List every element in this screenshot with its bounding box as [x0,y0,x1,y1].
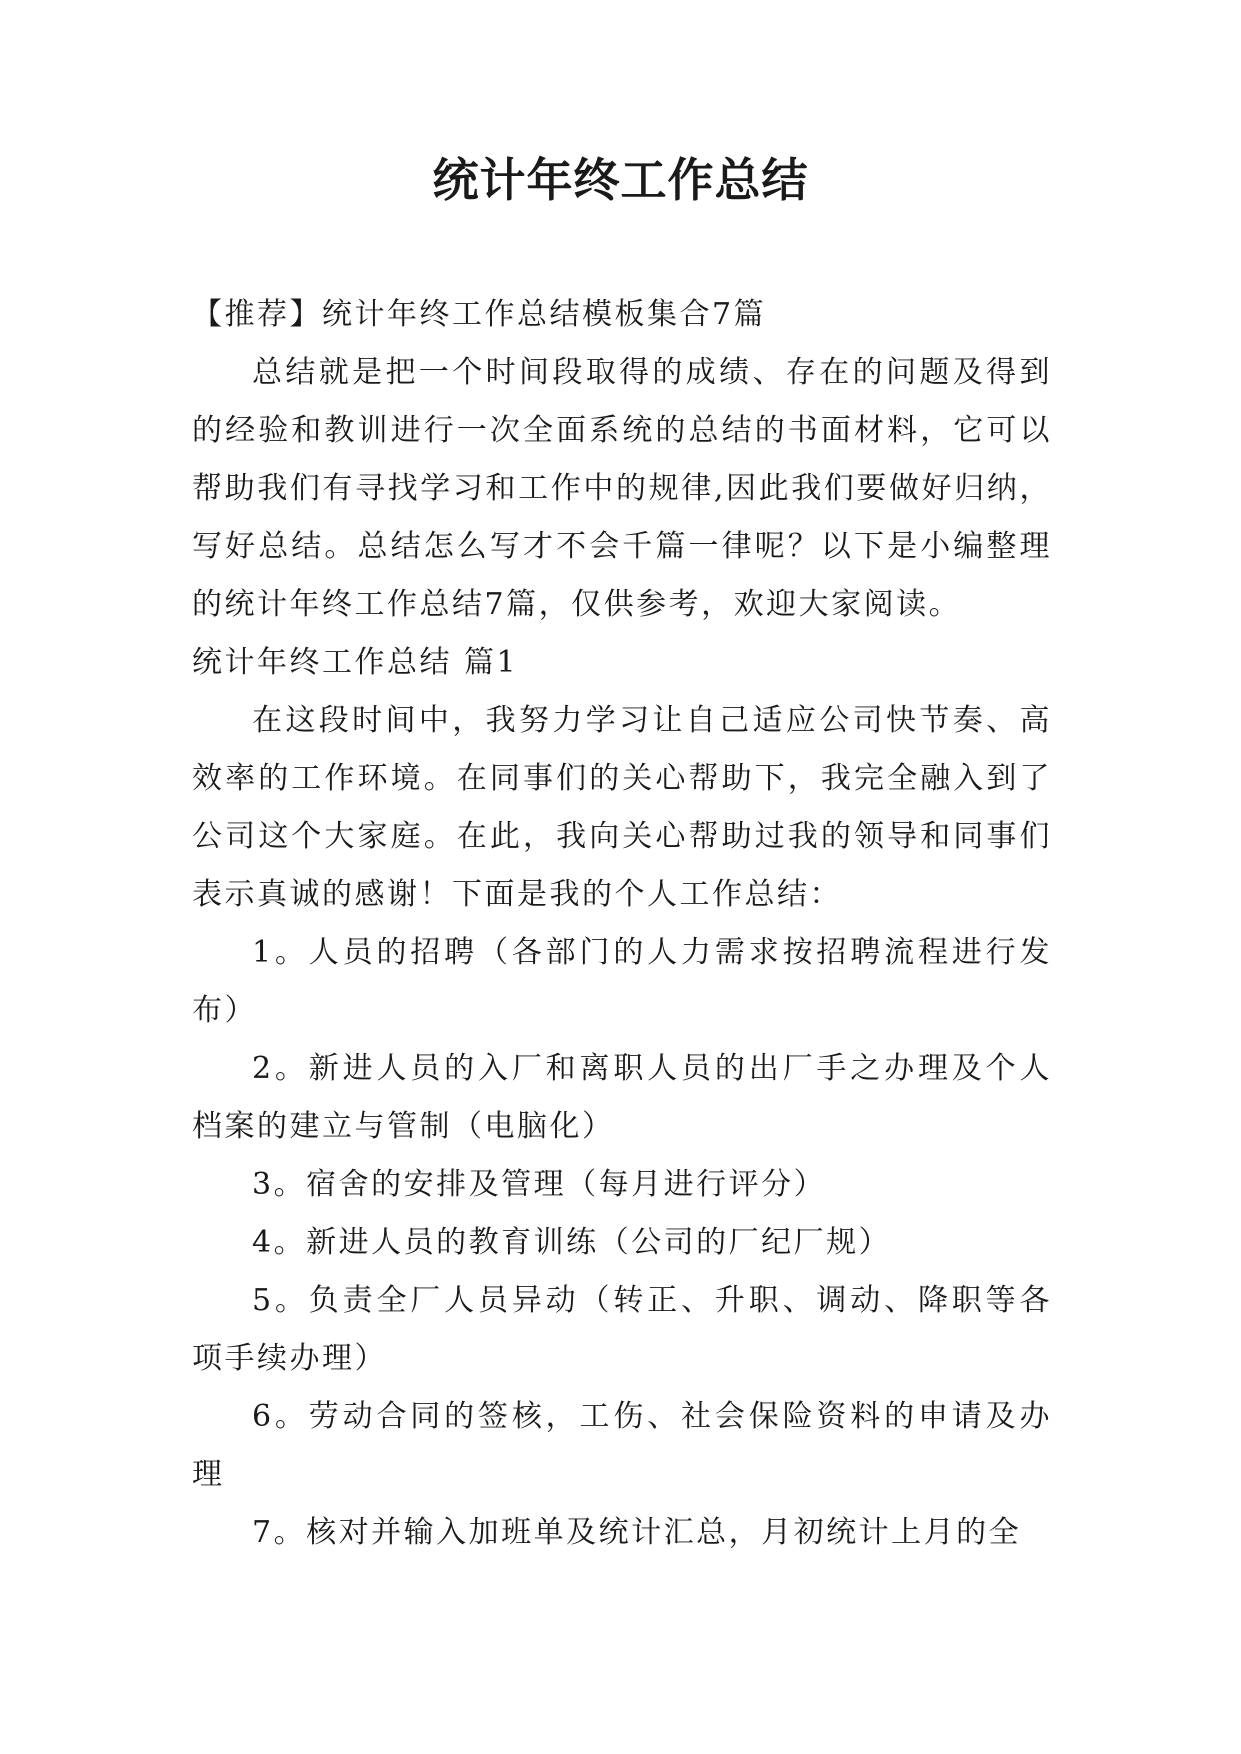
list-item: 4。新进人员的教育训练（公司的厂纪厂规） [252,1225,892,1260]
document-title: 统计年终工作总结 [432,153,809,207]
list-item: 5。负责全厂人员异动（转正、升职、调动、降职等各项手续办理） [192,1283,1052,1376]
list-item: 1。人员的招聘（各部门的人力需求按招聘流程进行发布） [192,935,1052,1028]
list-item: 7。核对并输入加班单及统计汇总，月初统计上月的全 [252,1515,1022,1550]
recommend-line: 【推荐】统计年终工作总结模板集合7篇 [192,297,767,332]
intro-paragraph: 总结就是把一个时间段取得的成绩、存在的问题及得到的经验和教训进行一次全面系统的总结的书面材料，它可以帮助我们有寻找学习和工作中的规律,因此我们要做好归纳，写好总结。总结怎么写才不会千篇一律呢？以下是小编整理的统计年终工作总结7篇，仅供参考，欢迎大家阅读。 [192,355,1052,622]
list-item: 6。劳动合同的签核，工伤、社会保险资料的申请及办理 [192,1399,1052,1492]
document-body [192,286,1052,1562]
list-item: 3。宿舍的安排及管理（每月进行评分） [252,1167,827,1202]
list-item: 2。新进人员的入厂和离职人员的出厂手之办理及个人档案的建立与管制（电脑化） [192,1051,1052,1144]
section-heading: 统计年终工作总结 篇1 [192,645,519,680]
section-intro-paragraph: 在这段时间中，我努力学习让自己适应公司快节奏、高效率的工作环境。在同事们的关心帮助下，我完全融入到了公司这个大家庭。在此，我向关心帮助过我的领导和同事们表示真诚的感谢！下面是我的个人工作总结： [192,703,1052,912]
